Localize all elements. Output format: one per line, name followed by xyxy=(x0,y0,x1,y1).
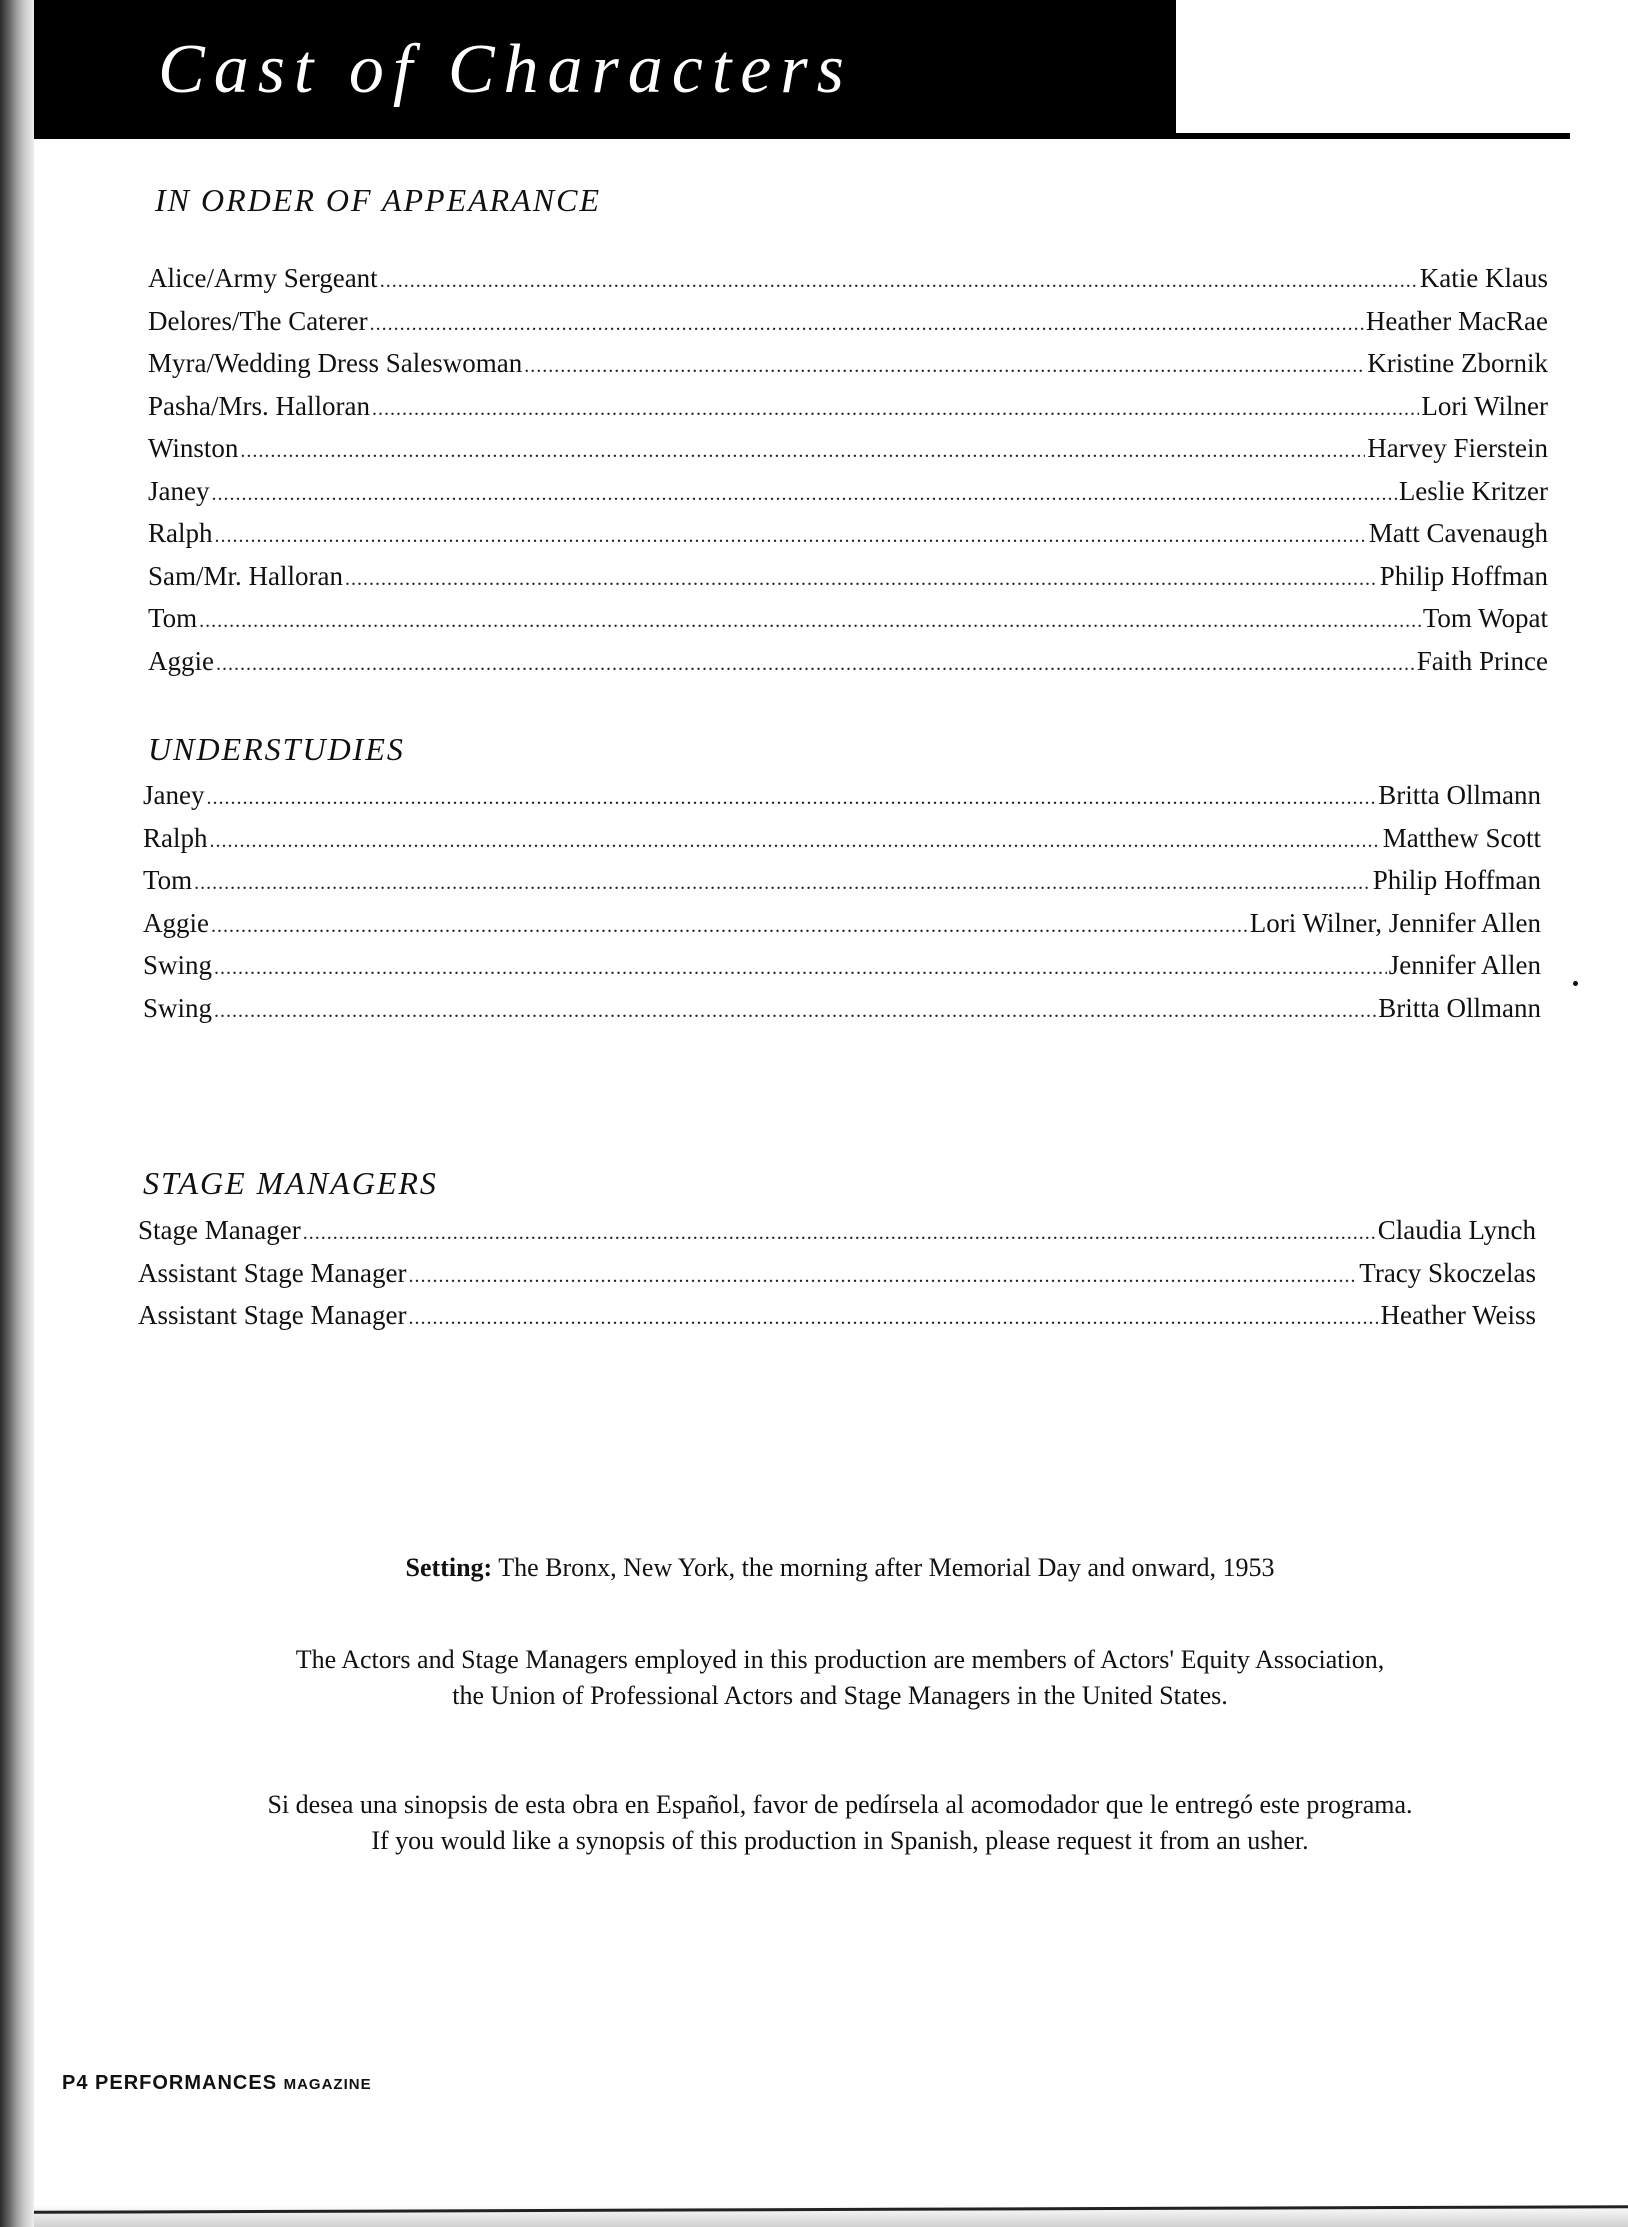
understudy-row xyxy=(143,904,1541,947)
understudy-row xyxy=(143,776,1541,819)
actor-name: Matt Cavenaugh xyxy=(1368,518,1548,548)
cast-row xyxy=(148,514,1548,557)
role-name: Assistant Stage Manager xyxy=(138,1257,407,1288)
actor-name: Leslie Kritzer xyxy=(1398,475,1548,506)
dot-leader xyxy=(210,822,1381,862)
actor-name: Faith Prince xyxy=(1416,645,1548,676)
dot-leader xyxy=(303,1214,1376,1254)
stage-managers-heading: STAGE MANAGERS xyxy=(143,1165,438,1201)
actor-name: Heather MacRae xyxy=(1365,305,1548,336)
synopsis-spanish: Si desea una sinopsis de esta obra en Español, favor de pedírsela al acomodador que le entregó este programa. xyxy=(267,1790,1413,1819)
page-number: P4 xyxy=(62,2072,89,2094)
print-speck xyxy=(1573,981,1578,986)
actor-name: Britta Ollmann xyxy=(1378,992,1541,1023)
understudy-row xyxy=(143,946,1541,989)
dot-leader xyxy=(380,262,1418,302)
dot-leader xyxy=(194,864,1371,904)
cast-row xyxy=(148,387,1548,430)
staff-row xyxy=(138,1211,1536,1254)
staff-row xyxy=(138,1296,1536,1339)
actor-name: Britta Ollmann xyxy=(1378,780,1541,810)
role-name: Swing xyxy=(143,992,213,1023)
cast-row xyxy=(148,599,1548,642)
dot-leader xyxy=(240,432,1365,472)
appearance-heading: IN ORDER OF APPEARANCE xyxy=(155,182,601,218)
actor-name: Lori Wilner, Jennifer Allen xyxy=(1249,907,1541,938)
actor-name: Kristine Zbornik xyxy=(1367,348,1548,378)
equity-line-1: The Actors and Stage Managers employed in this production are members of Actors' Equity Association, xyxy=(295,1645,1385,1674)
actor-name: Philip Hoffman xyxy=(1379,560,1548,591)
dot-leader xyxy=(370,305,1364,345)
publication-name: PERFORMANCES xyxy=(95,2072,278,2094)
dot-leader xyxy=(408,1299,1378,1339)
understudy-row xyxy=(143,989,1541,1032)
role-name: Delores/The Caterer xyxy=(148,305,368,336)
actor-name: Philip Hoffman xyxy=(1372,865,1541,895)
role-name: Tom xyxy=(143,865,193,895)
role-name: Janey xyxy=(143,780,205,810)
actor-name: Harvey Fierstein xyxy=(1367,433,1548,463)
role-name: Sam/Mr. Halloran xyxy=(148,560,343,591)
page-footer xyxy=(62,2072,372,2095)
actor-name: Lori Wilner xyxy=(1421,390,1548,421)
actor-name: Tom Wopat xyxy=(1422,603,1548,633)
title-banner xyxy=(34,0,1176,135)
page-binding-shadow xyxy=(0,0,34,2227)
understudies-heading: UNDERSTUDIES xyxy=(148,731,405,767)
synopsis-english: If you would like a synopsis of this production in Spanish, please request it from an usher. xyxy=(371,1826,1309,1855)
actor-name: Jennifer Allen xyxy=(1388,950,1541,980)
equity-line-2: the Union of Professional Actors and Stage Managers in the United States. xyxy=(452,1681,1228,1710)
dot-leader xyxy=(206,779,1376,819)
role-name: Ralph xyxy=(148,518,213,548)
role-name: Assistant Stage Manager xyxy=(138,1300,407,1330)
actor-name: Katie Klaus xyxy=(1419,263,1548,293)
setting-text: The Bronx, New York, the morning after Memorial Day and onward, 1953 xyxy=(498,1553,1275,1582)
dot-leader xyxy=(214,992,1376,1032)
cast-row xyxy=(148,472,1548,515)
cast-row xyxy=(148,259,1548,302)
dot-leader xyxy=(211,907,1248,947)
setting-line xyxy=(200,1550,1480,1586)
role-name: Winston xyxy=(148,433,239,463)
actor-name: Claudia Lynch xyxy=(1377,1215,1536,1245)
actor-name: Tracy Skoczelas xyxy=(1359,1257,1536,1288)
setting-label: Setting: xyxy=(405,1553,493,1582)
actor-name: Matthew Scott xyxy=(1382,822,1541,853)
role-name: Stage Manager xyxy=(138,1215,301,1245)
cast-row xyxy=(148,642,1548,685)
dot-leader xyxy=(216,645,1415,685)
appearance-list xyxy=(148,259,1548,684)
role-name: Pasha/Mrs. Halloran xyxy=(148,390,370,421)
cast-row xyxy=(148,344,1548,387)
cast-row xyxy=(148,302,1548,345)
understudy-row xyxy=(143,861,1541,904)
staff-row xyxy=(138,1254,1536,1297)
title-rule xyxy=(34,133,1570,139)
dot-leader xyxy=(215,517,1367,557)
understudy-row xyxy=(143,819,1541,862)
dot-leader xyxy=(372,390,1419,430)
dot-leader xyxy=(345,560,1378,600)
role-name: Tom xyxy=(148,603,198,633)
dot-leader xyxy=(211,475,1396,515)
dot-leader xyxy=(199,602,1421,642)
dot-leader xyxy=(408,1257,1357,1297)
publication-suffix: MAGAZINE xyxy=(283,2076,372,2093)
cast-row xyxy=(148,557,1548,600)
role-name: Swing xyxy=(143,950,213,980)
stage-managers-list xyxy=(138,1211,1536,1339)
synopsis-notice xyxy=(200,1787,1480,1859)
cast-row xyxy=(148,429,1548,472)
equity-notice xyxy=(200,1642,1480,1714)
role-name: Alice/Army Sergeant xyxy=(148,263,378,293)
role-name: Aggie xyxy=(143,907,209,938)
role-name: Janey xyxy=(148,475,210,506)
role-name: Ralph xyxy=(143,822,208,853)
dot-leader xyxy=(214,949,1387,989)
role-name: Aggie xyxy=(148,645,214,676)
actor-name: Heather Weiss xyxy=(1380,1300,1536,1330)
understudies-list xyxy=(143,776,1541,1031)
dot-leader xyxy=(524,347,1365,387)
page-title: Cast of Characters xyxy=(158,31,853,108)
role-name: Myra/Wedding Dress Saleswoman xyxy=(148,348,523,378)
